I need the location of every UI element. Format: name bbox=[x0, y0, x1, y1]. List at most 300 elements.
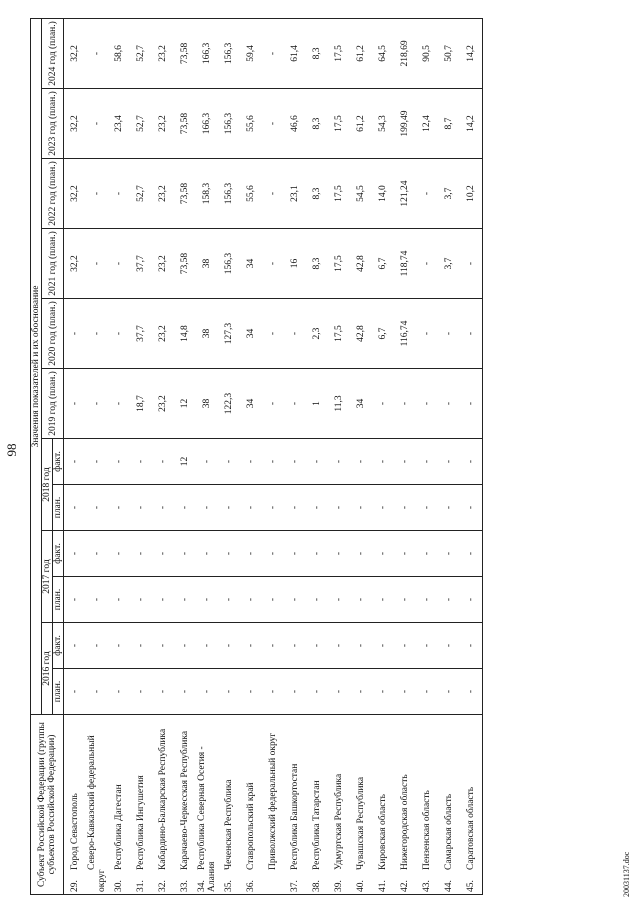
value-cell: - bbox=[438, 439, 460, 485]
value-cell: - bbox=[108, 439, 130, 485]
table-row bbox=[240, 18, 262, 894]
value-cell: - bbox=[174, 577, 196, 623]
value-cell: - bbox=[416, 531, 438, 577]
value-cell: - bbox=[196, 485, 218, 531]
plan-subheader: план. bbox=[53, 669, 64, 715]
subject-cell bbox=[372, 715, 394, 895]
value-cell: - bbox=[372, 369, 394, 439]
value-cell: 156,3 bbox=[218, 18, 240, 88]
value-cell: - bbox=[438, 623, 460, 669]
value-cell: 32,2 bbox=[64, 159, 87, 229]
subject-name: Республика Татарстан bbox=[312, 780, 322, 870]
value-cell: - bbox=[174, 623, 196, 669]
value-cell: - bbox=[64, 369, 87, 439]
value-cell: 23,2 bbox=[152, 159, 174, 229]
value-cell: - bbox=[372, 439, 394, 485]
row-number: 34. bbox=[197, 880, 207, 892]
subject-cell bbox=[460, 715, 483, 895]
value-cell: - bbox=[284, 369, 306, 439]
value-cell: 73,58 bbox=[174, 229, 196, 299]
value-cell: - bbox=[306, 669, 328, 715]
value-cell: 8,7 bbox=[438, 89, 460, 159]
value-cell: - bbox=[416, 229, 438, 299]
value-cell: 50,7 bbox=[438, 18, 460, 88]
value-cell: - bbox=[64, 439, 87, 485]
value-cell: - bbox=[218, 485, 240, 531]
value-cell: 3,7 bbox=[438, 159, 460, 229]
value-cell: 10,2 bbox=[460, 159, 483, 229]
value-cell: - bbox=[372, 669, 394, 715]
value-cell: 23,2 bbox=[152, 229, 174, 299]
value-cell: - bbox=[174, 669, 196, 715]
subject-name: Саратовская область bbox=[466, 786, 476, 870]
value-cell: - bbox=[86, 159, 108, 229]
value-cell: - bbox=[64, 577, 87, 623]
value-cell: - bbox=[262, 669, 284, 715]
subject-cell bbox=[196, 715, 218, 895]
subject-cell bbox=[108, 715, 130, 895]
subject-cell bbox=[240, 715, 262, 895]
value-cell: - bbox=[306, 439, 328, 485]
value-cell: - bbox=[328, 669, 350, 715]
value-cell: 122,3 bbox=[218, 369, 240, 439]
value-cell: - bbox=[284, 577, 306, 623]
value-cell: - bbox=[108, 369, 130, 439]
value-cell: - bbox=[86, 369, 108, 439]
subject-name: Кабардино-Балкарская Республика bbox=[158, 728, 168, 870]
subject-name: Кировская область bbox=[378, 793, 388, 870]
subject-cell bbox=[218, 715, 240, 895]
row-number: 36. bbox=[246, 880, 256, 892]
subject-name: Республика Башкортостан bbox=[290, 763, 300, 870]
table-row bbox=[108, 18, 130, 894]
value-cell: 14,2 bbox=[460, 89, 483, 159]
value-cell: - bbox=[372, 577, 394, 623]
value-cell: - bbox=[460, 669, 483, 715]
subject-cell bbox=[394, 715, 416, 895]
table-row bbox=[306, 18, 328, 894]
value-cell: 166,3 bbox=[196, 89, 218, 159]
value-cell: - bbox=[152, 577, 174, 623]
value-cell: 118,74 bbox=[394, 229, 416, 299]
table-row bbox=[350, 18, 372, 894]
value-cell: 61,2 bbox=[350, 18, 372, 88]
value-cell: 38 bbox=[196, 369, 218, 439]
value-cell: 156,3 bbox=[218, 89, 240, 159]
table-row bbox=[130, 18, 152, 894]
value-cell: - bbox=[306, 577, 328, 623]
value-cell: 12 bbox=[174, 369, 196, 439]
value-cell: - bbox=[174, 485, 196, 531]
value-cell: - bbox=[152, 485, 174, 531]
value-cell: - bbox=[460, 369, 483, 439]
value-cell: - bbox=[240, 669, 262, 715]
value-cell: - bbox=[306, 623, 328, 669]
value-cell: 90,5 bbox=[416, 18, 438, 88]
value-cell: - bbox=[108, 577, 130, 623]
value-cell: - bbox=[394, 669, 416, 715]
value-cell: - bbox=[306, 485, 328, 531]
value-cell: 23,2 bbox=[152, 89, 174, 159]
value-cell: 34 bbox=[240, 369, 262, 439]
value-cell: 8,3 bbox=[306, 159, 328, 229]
value-cell: 11,3 bbox=[328, 369, 350, 439]
year-header: 2023 год (план.) bbox=[42, 89, 64, 159]
subject-name: Пензенская область bbox=[422, 790, 432, 870]
value-cell: 6,7 bbox=[372, 229, 394, 299]
table-row bbox=[416, 18, 438, 894]
value-cell: 12,4 bbox=[416, 89, 438, 159]
row-number: 33. bbox=[180, 880, 190, 892]
value-cell: - bbox=[328, 439, 350, 485]
value-cell: 38 bbox=[196, 299, 218, 369]
value-cell: 32,2 bbox=[64, 89, 87, 159]
value-cell: - bbox=[438, 531, 460, 577]
row-number: 30. bbox=[114, 880, 124, 892]
value-cell: - bbox=[130, 485, 152, 531]
value-cell: 8,3 bbox=[306, 229, 328, 299]
value-cell: - bbox=[262, 369, 284, 439]
value-cell: - bbox=[262, 89, 284, 159]
subject-cell bbox=[438, 715, 460, 895]
value-cell: 23,2 bbox=[152, 369, 174, 439]
value-cell: 54,5 bbox=[350, 159, 372, 229]
value-cell: 52,7 bbox=[130, 159, 152, 229]
value-cell: 38 bbox=[196, 229, 218, 299]
value-cell: - bbox=[174, 531, 196, 577]
value-cell: - bbox=[262, 229, 284, 299]
year-header: 2022 год (план.) bbox=[42, 159, 64, 229]
value-cell: - bbox=[130, 577, 152, 623]
value-cell: 34 bbox=[240, 299, 262, 369]
value-cell: - bbox=[394, 577, 416, 623]
value-cell: - bbox=[328, 531, 350, 577]
row-number: 43. bbox=[422, 880, 432, 892]
year-header: 2020 год (план.) bbox=[42, 299, 64, 369]
value-cell: 17,5 bbox=[328, 89, 350, 159]
subject-name: Город Севастополь bbox=[70, 793, 80, 870]
table-row bbox=[438, 18, 460, 894]
subject-name: Самарская область bbox=[444, 793, 454, 870]
value-cell: 46,6 bbox=[284, 89, 306, 159]
subject-name: Северо-Кавказский федеральный округ bbox=[87, 735, 107, 892]
value-cell: 37,7 bbox=[130, 299, 152, 369]
subject-name: Ставропольский край bbox=[246, 782, 256, 870]
indicators-table bbox=[30, 18, 483, 895]
value-cell: - bbox=[262, 485, 284, 531]
value-cell: 32,2 bbox=[64, 18, 87, 88]
value-cell: - bbox=[460, 439, 483, 485]
subject-name: Республика Дагестан bbox=[114, 784, 124, 870]
value-cell: - bbox=[152, 623, 174, 669]
value-cell: - bbox=[108, 531, 130, 577]
value-cell: 61,2 bbox=[350, 89, 372, 159]
row-number: 39. bbox=[334, 880, 344, 892]
value-cell: - bbox=[152, 531, 174, 577]
value-cell: - bbox=[262, 299, 284, 369]
value-cell: 17,5 bbox=[328, 229, 350, 299]
value-cell: - bbox=[306, 531, 328, 577]
value-cell: - bbox=[460, 485, 483, 531]
value-cell: 16 bbox=[284, 229, 306, 299]
subject-cell bbox=[130, 715, 152, 895]
value-cell: - bbox=[350, 439, 372, 485]
value-cell: - bbox=[438, 299, 460, 369]
value-cell: - bbox=[460, 577, 483, 623]
value-cell: 61,4 bbox=[284, 18, 306, 88]
subject-name: Карачаево-Черкесская Республика bbox=[180, 730, 190, 870]
page-number: 98 bbox=[4, 443, 19, 457]
row-number: 42. bbox=[400, 880, 410, 892]
table-row bbox=[218, 18, 240, 894]
value-cell: - bbox=[240, 577, 262, 623]
subject-cell bbox=[86, 715, 108, 895]
value-cell: 17,5 bbox=[328, 18, 350, 88]
value-cell: - bbox=[240, 531, 262, 577]
value-cell: - bbox=[416, 299, 438, 369]
value-cell: - bbox=[284, 485, 306, 531]
values-group-header: Значения показателей и их обоснование bbox=[31, 18, 42, 714]
value-cell: - bbox=[218, 577, 240, 623]
value-cell: 73,58 bbox=[174, 159, 196, 229]
table-row bbox=[64, 18, 87, 894]
table-row bbox=[86, 18, 108, 894]
value-cell: - bbox=[240, 623, 262, 669]
value-cell: 127,3 bbox=[218, 299, 240, 369]
value-cell: 166,3 bbox=[196, 18, 218, 88]
value-cell: - bbox=[240, 485, 262, 531]
value-cell: - bbox=[328, 577, 350, 623]
subject-name: Республика Северная Осетия - Алания bbox=[197, 746, 217, 892]
value-cell: - bbox=[438, 577, 460, 623]
row-number: 41. bbox=[378, 880, 388, 892]
value-cell: - bbox=[372, 531, 394, 577]
row-number: 45. bbox=[466, 880, 476, 892]
year-header: 2021 год (план.) bbox=[42, 229, 64, 299]
value-cell: - bbox=[372, 623, 394, 669]
value-cell: 34 bbox=[350, 369, 372, 439]
value-cell: - bbox=[108, 159, 130, 229]
value-cell: 3,7 bbox=[438, 229, 460, 299]
value-cell: - bbox=[108, 623, 130, 669]
value-cell: 32,2 bbox=[64, 229, 87, 299]
value-cell: 158,3 bbox=[196, 159, 218, 229]
value-cell: 18,7 bbox=[130, 369, 152, 439]
value-cell: - bbox=[196, 669, 218, 715]
subject-name: Чеченская Республика bbox=[224, 779, 234, 870]
row-number: 31. bbox=[136, 880, 146, 892]
row-number: 40. bbox=[356, 880, 366, 892]
value-cell: 42,8 bbox=[350, 229, 372, 299]
value-cell: - bbox=[218, 531, 240, 577]
value-cell: 12 bbox=[174, 439, 196, 485]
table-row bbox=[284, 18, 306, 894]
table-row bbox=[460, 18, 483, 894]
value-cell: - bbox=[86, 299, 108, 369]
value-cell: - bbox=[350, 531, 372, 577]
row-number: 32. bbox=[158, 880, 168, 892]
value-cell: - bbox=[460, 299, 483, 369]
value-cell: - bbox=[64, 299, 87, 369]
value-cell: 73,58 bbox=[174, 18, 196, 88]
value-cell: - bbox=[108, 669, 130, 715]
value-cell: 54,3 bbox=[372, 89, 394, 159]
value-cell: 2,3 bbox=[306, 299, 328, 369]
subject-name: Удмуртская Республика bbox=[334, 773, 344, 870]
subject-cell bbox=[174, 715, 196, 895]
value-cell: 73,58 bbox=[174, 89, 196, 159]
value-cell: - bbox=[262, 439, 284, 485]
value-cell: - bbox=[416, 623, 438, 669]
value-cell: - bbox=[394, 439, 416, 485]
table-row bbox=[196, 18, 218, 894]
year-header: 2016 год bbox=[42, 623, 53, 715]
value-cell: 17,5 bbox=[328, 299, 350, 369]
value-cell: - bbox=[284, 669, 306, 715]
row-number: 44. bbox=[444, 880, 454, 892]
subject-cell bbox=[306, 715, 328, 895]
value-cell: - bbox=[130, 623, 152, 669]
value-cell: - bbox=[196, 577, 218, 623]
row-number: 35. bbox=[224, 880, 234, 892]
value-cell: - bbox=[284, 623, 306, 669]
value-cell: 14,0 bbox=[372, 159, 394, 229]
value-cell: 42,8 bbox=[350, 299, 372, 369]
subject-cell bbox=[416, 715, 438, 895]
value-cell: - bbox=[460, 623, 483, 669]
value-cell: 17,5 bbox=[328, 159, 350, 229]
value-cell: - bbox=[416, 159, 438, 229]
value-cell: - bbox=[350, 669, 372, 715]
value-cell: - bbox=[416, 439, 438, 485]
value-cell: 34 bbox=[240, 229, 262, 299]
value-cell: 121,24 bbox=[394, 159, 416, 229]
row-number: 38. bbox=[312, 880, 322, 892]
value-cell: 55,6 bbox=[240, 159, 262, 229]
table-row bbox=[394, 18, 416, 894]
value-cell: - bbox=[262, 577, 284, 623]
value-cell: - bbox=[218, 623, 240, 669]
value-cell: 59,4 bbox=[240, 18, 262, 88]
table-row bbox=[262, 18, 284, 894]
value-cell: - bbox=[86, 485, 108, 531]
subject-name: Чувашская Республика bbox=[356, 776, 366, 870]
subject-header: Субъект Российской Федерации (группы субъектов Российской Федерации) bbox=[31, 715, 64, 895]
value-cell: - bbox=[196, 531, 218, 577]
value-cell: 8,3 bbox=[306, 89, 328, 159]
footer-code: 20031137.doc bbox=[622, 851, 631, 897]
table-row bbox=[328, 18, 350, 894]
value-cell: 116,74 bbox=[394, 299, 416, 369]
row-number: 37. bbox=[290, 880, 300, 892]
table-row bbox=[174, 18, 196, 894]
value-cell: - bbox=[416, 485, 438, 531]
value-cell: - bbox=[108, 485, 130, 531]
table-row bbox=[372, 18, 394, 894]
value-cell: - bbox=[130, 531, 152, 577]
value-cell: - bbox=[262, 531, 284, 577]
value-cell: - bbox=[460, 229, 483, 299]
value-cell: 156,3 bbox=[218, 229, 240, 299]
year-header: 2017 год bbox=[42, 531, 53, 623]
value-cell: - bbox=[86, 531, 108, 577]
value-cell: - bbox=[438, 485, 460, 531]
value-cell: - bbox=[350, 623, 372, 669]
value-cell: - bbox=[416, 577, 438, 623]
value-cell: - bbox=[108, 299, 130, 369]
subject-cell bbox=[262, 715, 284, 895]
fact-subheader: факт. bbox=[53, 623, 64, 669]
value-cell: - bbox=[284, 299, 306, 369]
value-cell: - bbox=[86, 18, 108, 88]
value-cell: - bbox=[262, 159, 284, 229]
value-cell: 23,2 bbox=[152, 299, 174, 369]
value-cell: 23,4 bbox=[108, 89, 130, 159]
value-cell: - bbox=[240, 439, 262, 485]
value-cell: - bbox=[438, 669, 460, 715]
year-header: 2018 год bbox=[42, 439, 53, 531]
value-cell: 156,3 bbox=[218, 159, 240, 229]
value-cell: - bbox=[394, 531, 416, 577]
year-header: 2024 год (план.) bbox=[42, 18, 64, 88]
value-cell: - bbox=[64, 623, 87, 669]
value-cell: - bbox=[130, 439, 152, 485]
value-cell: - bbox=[350, 577, 372, 623]
table-row bbox=[152, 18, 174, 894]
value-cell: 23,2 bbox=[152, 18, 174, 88]
value-cell: 6,7 bbox=[372, 299, 394, 369]
value-cell: - bbox=[394, 369, 416, 439]
value-cell: - bbox=[438, 369, 460, 439]
value-cell: - bbox=[284, 439, 306, 485]
year-header: 2019 год (план.) bbox=[42, 369, 64, 439]
value-cell: - bbox=[284, 531, 306, 577]
value-cell: - bbox=[130, 669, 152, 715]
value-cell: 8,3 bbox=[306, 18, 328, 88]
subject-name: Приволжский федеральный округ bbox=[268, 732, 278, 870]
plan-subheader: план. bbox=[53, 485, 64, 531]
value-cell: - bbox=[64, 531, 87, 577]
fact-subheader: факт. bbox=[53, 531, 64, 577]
value-cell: - bbox=[196, 623, 218, 669]
subject-cell bbox=[152, 715, 174, 895]
value-cell: - bbox=[328, 623, 350, 669]
subject-name: Нижегородская область bbox=[400, 774, 410, 870]
value-cell: 23,1 bbox=[284, 159, 306, 229]
value-cell: 55,6 bbox=[240, 89, 262, 159]
value-cell: - bbox=[86, 669, 108, 715]
fact-subheader: факт. bbox=[53, 439, 64, 485]
value-cell: - bbox=[394, 485, 416, 531]
subject-cell bbox=[284, 715, 306, 895]
value-cell: - bbox=[394, 623, 416, 669]
value-cell: - bbox=[328, 485, 350, 531]
value-cell: - bbox=[262, 623, 284, 669]
value-cell: - bbox=[262, 18, 284, 88]
value-cell: 52,7 bbox=[130, 89, 152, 159]
subject-cell bbox=[64, 715, 87, 895]
value-cell: 14,2 bbox=[460, 18, 483, 88]
plan-subheader: план. bbox=[53, 577, 64, 623]
value-cell: - bbox=[86, 577, 108, 623]
value-cell: - bbox=[460, 531, 483, 577]
value-cell: 14,8 bbox=[174, 299, 196, 369]
value-cell: 37,7 bbox=[130, 229, 152, 299]
value-cell: - bbox=[64, 485, 87, 531]
value-cell: - bbox=[416, 369, 438, 439]
value-cell: - bbox=[196, 439, 218, 485]
value-cell: 52,7 bbox=[130, 18, 152, 88]
